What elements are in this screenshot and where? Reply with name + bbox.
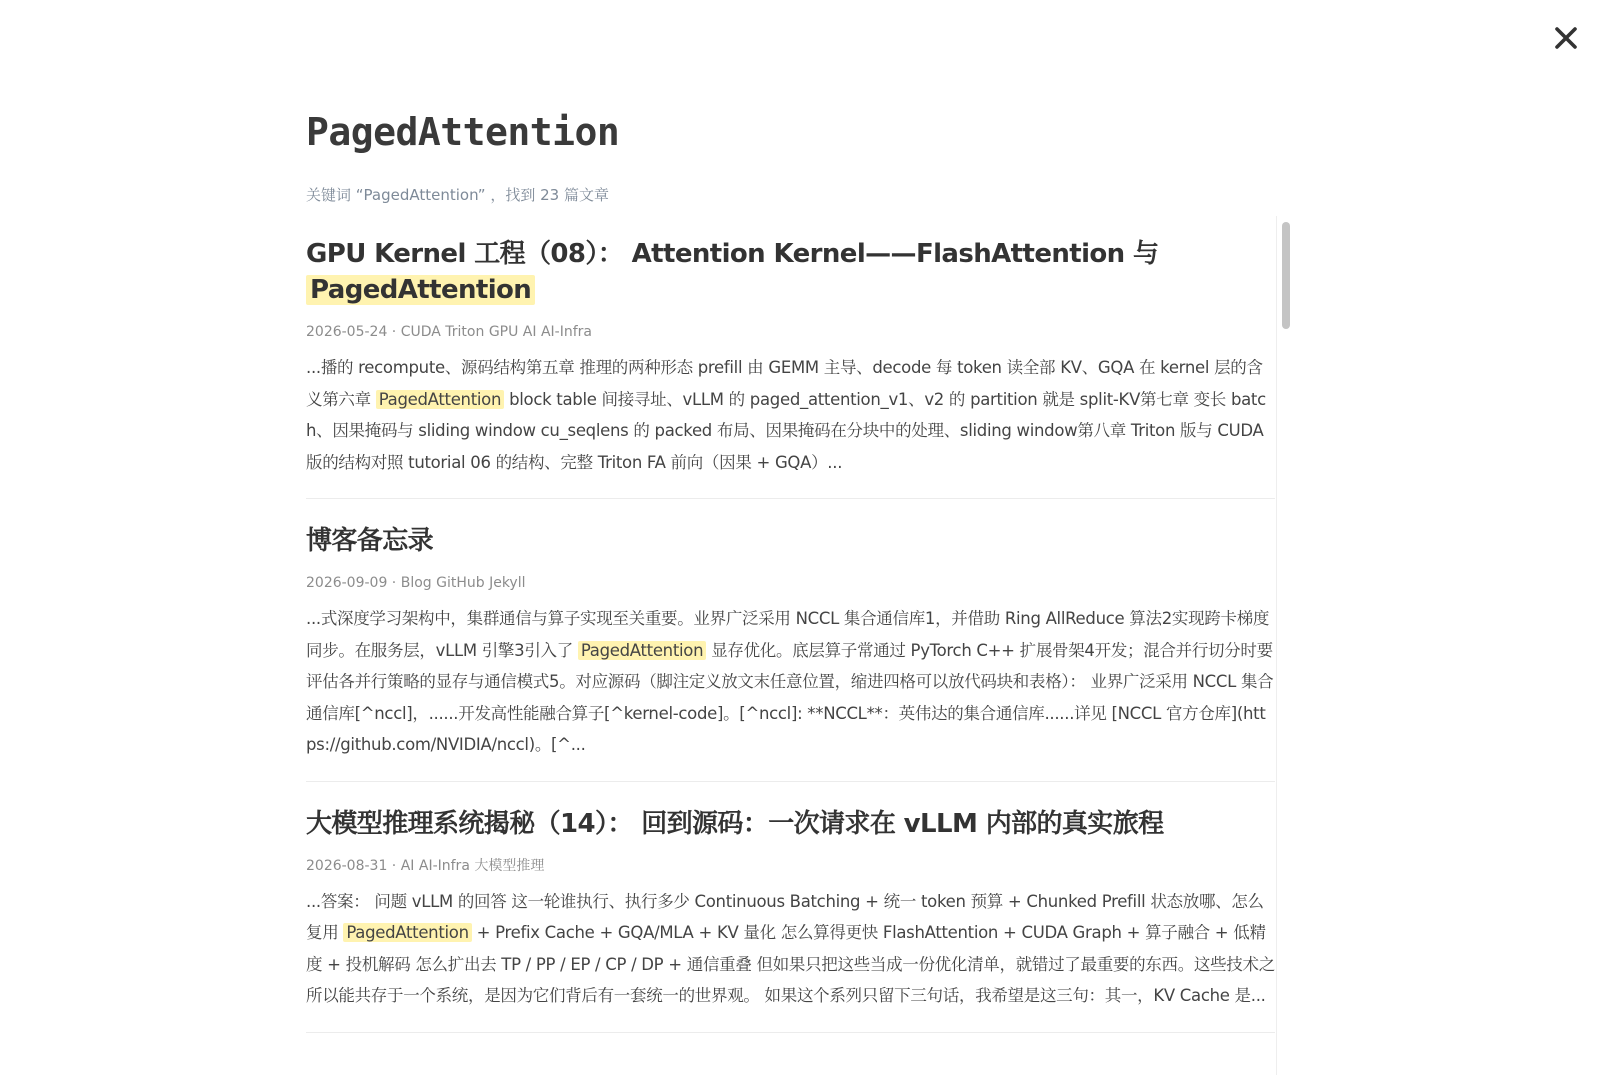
result-meta: 2026-05-24 · CUDA Triton GPU AI AI-Infra: [306, 324, 592, 340]
scrollbar[interactable]: [1276, 216, 1295, 1075]
result-meta: 2026-09-09 · Blog GitHub Jekyll: [306, 575, 526, 591]
result-title[interactable]: 大模型推理系统揭秘（14）： 回到源码：一次请求在 vLLM 内部的真实旅程: [306, 808, 1164, 839]
result-excerpt: ...播的 recompute、源码结构第五章 推理的两种形态 prefill 由 GEMM 主导、decode 每 token 读全部 KV、GQA 在 kernel 层的含义第六章 PagedAttention block table 间接寻址、vLLM 的 paged_attention_v1、v2 的 partition 就是 split-KV第七章 变长 batch、因果掩码与 sliding window cu_seqlens 的 packed 布局、因果掩码在分块中的处理、sliding window第八章 Triton 版与 CUDA 版的结构对照 tutorial 06 的结构、完整 Triton FA 前向（因果 + GQA）...: [306, 358, 1266, 472]
highlight: PagedAttention: [343, 923, 471, 942]
result-item[interactable]: [306, 216, 1275, 499]
result-title[interactable]: GPU Kernel 工程（08）： Attention Kernel——FlashAttention 与 PagedAttention: [306, 239, 1159, 305]
result-excerpt: ...答案： 问题 vLLM 的回答 这一轮谁执行、执行多少 Continuous Batching + 统一 token 预算 + Chunked Prefill 状态放哪、怎么复用 PagedAttention + Prefix Cache + GQA/MLA + KV 量化 怎么算得更快 FlashAttention + CUDA Graph + 算子融合 + 低精度 + 投机解码 怎么扩出去 TP / PP / EP / CP / DP + 通信重叠 但如果只把这些当成一份优化清单，就错过了最重要的东西。这些技术之所以能共存于一个系统，是因为它们背后有一套统一的世界观。 如果这个系列只留下三句话，我希望是这三句：其一，KV Cache 是...: [306, 891, 1275, 1005]
search-summary: 关键词 “PagedAttention” ，找到 23 篇文章: [306, 186, 609, 204]
page-title: PagedAttention: [306, 110, 620, 154]
result-excerpt: ...式深度学习架构中，集群通信与算子实现至关重要。业界广泛采用 NCCL 集合通信库1，并借助 Ring AllReduce 算法2实现跨卡梯度同步。在服务层，vLLM 引擎3引入了 PagedAttention 显存优化。底层算子常通过 PyTorch C++ 扩展骨架4开发；混合并行切分时要评估各并行策略的显存与通信模式5。对应源码（脚注定义放文末任意位置，缩进四格可以放代码块和表格）： 业界广泛采用 NCCL 集合通信库[^nccl]，......开发高性能融合算子[^kernel-code]。[^nccl]: **NCCL**：英伟达的集合通信库......详见 [NCCL 官方仓库](https://github.com/NVIDIA/nccl)。[^...: [306, 609, 1274, 754]
highlight: PagedAttention: [306, 275, 535, 305]
results-scroll-area[interactable]: [0, 216, 1294, 1075]
close-button[interactable]: [1548, 20, 1584, 56]
highlight: PagedAttention: [578, 641, 706, 660]
close-icon: [1554, 26, 1578, 50]
scrollbar-thumb[interactable]: [1282, 222, 1290, 329]
result-meta: 2026-08-31 · AI AI-Infra 大模型推理: [306, 857, 545, 874]
highlight: PagedAttention: [376, 390, 504, 409]
result-title[interactable]: 博客备忘录: [306, 526, 434, 556]
result-item[interactable]: [306, 782, 1275, 1033]
results-list: [306, 216, 1275, 1033]
result-item[interactable]: [306, 499, 1275, 782]
